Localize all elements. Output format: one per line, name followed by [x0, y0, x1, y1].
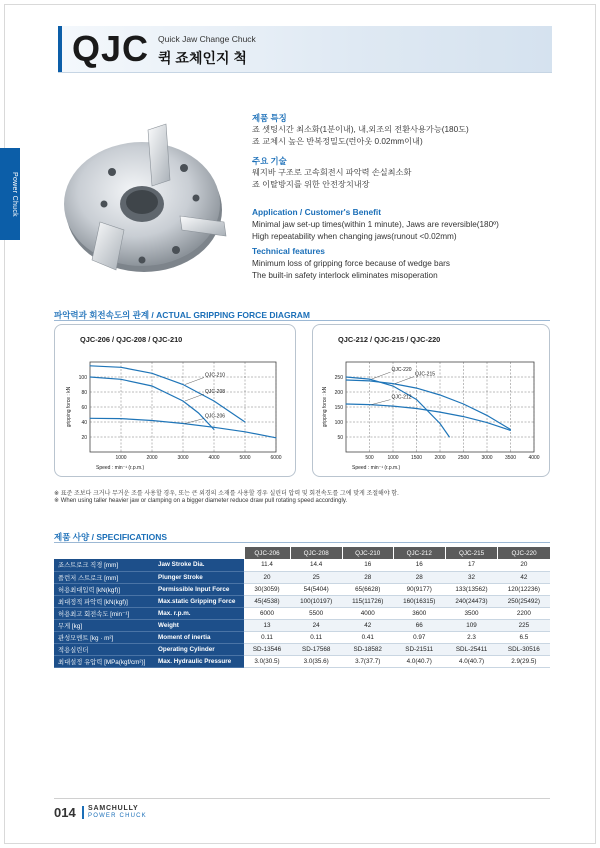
spec-value: 0.41	[342, 632, 393, 644]
feature-en-1a: Minimal jaw set-up times(within 1 minute), Jaws are reversible(180º)	[252, 220, 499, 229]
spec-heading-ko: 제품 사양	[54, 532, 90, 542]
spec-value: 133(13562)	[445, 583, 497, 595]
x-tick-label: 2000	[434, 455, 446, 461]
data-point	[449, 437, 450, 438]
spec-value: 0.11	[244, 632, 290, 644]
series-label: QJC-210	[205, 372, 226, 379]
data-point	[121, 418, 122, 419]
spec-value: 25	[290, 571, 342, 583]
spec-label-en: Operating Cylinder	[154, 644, 244, 656]
feature-heading-ko-2: 주요 기술	[252, 156, 287, 166]
spec-value: 66	[393, 619, 445, 631]
spec-label-ko: 적용실린더	[54, 644, 154, 656]
spec-model-header: QJC-220	[498, 547, 550, 559]
spec-header-row	[54, 547, 550, 559]
x-tick-label: 1000	[115, 455, 127, 461]
series-label: QJC-215	[415, 371, 436, 378]
spec-value: 54(5404)	[290, 583, 342, 595]
diagram-heading-sep: /	[151, 310, 154, 320]
spec-value: 225	[498, 619, 550, 631]
data-point	[487, 415, 488, 416]
spec-value: 0.97	[393, 632, 445, 644]
spec-value: 5500	[290, 607, 342, 619]
header-accent	[58, 26, 62, 72]
spec-heading-sep: /	[91, 532, 94, 542]
spec-value: 20	[498, 559, 550, 571]
x-tick-label: 6000	[270, 455, 282, 461]
spec-value: 45(4538)	[244, 595, 290, 607]
spec-row	[54, 644, 550, 656]
spec-label-ko: 플런저 스트로크 [mm]	[54, 571, 154, 583]
x-tick-label: 2000	[146, 455, 158, 461]
spec-label-ko: 무게 [kg]	[54, 619, 154, 631]
spec-value: 20	[244, 571, 290, 583]
y-axis-label: gripping force : kN	[66, 386, 72, 428]
x-tick-label: 2500	[457, 455, 470, 461]
brand-name: SAMCHULLY	[88, 805, 139, 812]
y-tick-label: 200	[334, 389, 343, 396]
spec-model-header: QJC-206	[244, 547, 290, 559]
feature-heading-en-2: Technical features	[252, 246, 325, 256]
data-point	[183, 423, 184, 424]
feature-heading-ko-1: 제품 특징	[252, 113, 287, 123]
spec-value: SD-17568	[290, 644, 342, 656]
spec-value: 42	[498, 571, 550, 583]
spec-label-en: Jaw Stroke Dia.	[154, 559, 244, 571]
spec-label-ko: 최대정적 파악력 [kN(kgf)]	[54, 595, 154, 607]
data-point	[346, 380, 347, 381]
data-point	[90, 377, 91, 378]
feature-ko-1b: 죠 교체시 높은 반복정밀도(런아웃 0.02mm이내)	[252, 137, 423, 146]
data-point	[440, 412, 441, 413]
spec-value: 65(6628)	[342, 583, 393, 595]
spec-row	[54, 583, 550, 595]
x-tick-label: 1500	[410, 455, 423, 461]
y-tick-label: 100	[78, 374, 87, 381]
footer-rule	[54, 798, 550, 799]
spec-value: 3.0(35.6)	[290, 656, 342, 668]
spec-value: 3.0(30.5)	[244, 656, 290, 668]
feature-ko-2b: 죠 이탈방지를 위한 안전장치내장	[252, 180, 370, 189]
spec-header-blank	[154, 547, 244, 559]
data-point	[510, 430, 511, 431]
data-point	[393, 383, 394, 384]
spec-value: 13	[244, 619, 290, 631]
page-number: 014	[54, 805, 76, 820]
spec-value: 17	[445, 559, 497, 571]
spec-label-ko: 죠스트로크 직경 [mm]	[54, 559, 154, 571]
spec-value: SDL-30516	[498, 644, 550, 656]
spec-heading-en: SPECIFICATIONS	[96, 532, 168, 542]
spec-header-blank	[54, 547, 154, 559]
data-point	[152, 386, 153, 387]
feature-en-1b: High repeatability when changing jaws(runout <0.02mm)	[252, 232, 457, 241]
spec-value: 3.7(37.7)	[342, 656, 393, 668]
x-axis-label: Speed : min⁻¹ (r.p.m.)	[96, 465, 145, 471]
data-point	[276, 437, 277, 438]
data-point	[90, 418, 91, 419]
x-tick-label: 500	[365, 455, 374, 461]
spec-label-en: Permissible Input Force	[154, 583, 244, 595]
data-point	[416, 388, 417, 389]
data-point	[440, 395, 441, 396]
chuck-product-image	[56, 110, 236, 285]
y-tick-label: 50	[337, 434, 343, 441]
spec-model-header: QJC-210	[342, 547, 393, 559]
spec-label-ko: 관성모멘트 [kg · m²]	[54, 632, 154, 644]
data-point	[245, 431, 246, 432]
spec-value: 28	[393, 571, 445, 583]
spec-model-header: QJC-208	[290, 547, 342, 559]
spec-label-en: Max. Hydraulic Pressure	[154, 656, 244, 668]
spec-value: 3600	[393, 607, 445, 619]
side-tab-label: Power Chuck	[11, 171, 18, 217]
data-point	[183, 401, 184, 402]
data-point	[463, 416, 464, 417]
y-tick-label: 60	[81, 404, 87, 411]
x-tick-label: 3000	[177, 455, 189, 461]
series-label: QJC-206	[205, 413, 226, 420]
spec-value: 28	[342, 571, 393, 583]
y-tick-label: 100	[334, 419, 343, 426]
x-tick-label: 5000	[239, 455, 251, 461]
data-point	[369, 379, 370, 380]
note-ko: ※ 표준 조보다 크거나 무거운 조를 사용할 경우, 또는 큰 외경의 소재를 사용할 경우 실린더 압력 및 회전속도를 그에 맞게 조절해야 함.	[54, 491, 399, 497]
spec-label-en: Max.static Gripping Force	[154, 595, 244, 607]
title-english: Quick Jaw Change Chuck	[158, 34, 256, 44]
feature-ko-2a: 웨지바 구조로 고속회전시 파악력 손실최소화	[252, 168, 412, 177]
data-point	[440, 423, 441, 424]
spec-value: 3500	[445, 607, 497, 619]
spec-section-rule	[54, 542, 550, 543]
data-point	[152, 373, 153, 374]
spec-row	[54, 619, 550, 631]
spec-value: 42	[342, 619, 393, 631]
spec-value: 240(24473)	[445, 595, 497, 607]
spec-row	[54, 607, 550, 619]
series-label: QJC-212	[391, 394, 412, 401]
spec-value: 2.9(29.5)	[498, 656, 550, 668]
y-tick-label: 40	[81, 419, 87, 426]
series-label: QJC-220	[391, 367, 412, 374]
data-point	[214, 401, 215, 402]
note-en: ※ When using taller heavier jaw or clamping on a bigger diameter reduce draw pull rotating speed accordingly.	[54, 498, 348, 504]
header-rule	[58, 72, 552, 73]
diagram-section-rule	[54, 320, 550, 321]
spec-label-en: Moment of inertia	[154, 632, 244, 644]
spec-value: 6000	[244, 607, 290, 619]
x-tick-label: 4000	[208, 455, 220, 461]
spec-label-ko: 허용최고 회전속도 [min⁻¹]	[54, 607, 154, 619]
data-point	[393, 386, 394, 387]
data-point	[198, 413, 199, 414]
spec-row	[54, 559, 550, 571]
spec-table	[54, 547, 550, 668]
feature-en-2b: The built-in safety interlock eliminates misoperation	[252, 271, 438, 280]
gripping-force-chart-left	[54, 324, 296, 477]
data-point	[152, 420, 153, 421]
feature-heading-en-1: Application / Customer's Benefit	[252, 207, 382, 217]
diagram-heading-ko: 파악력과 회전속도의 관계	[54, 310, 150, 320]
x-tick-label: 3000	[481, 455, 493, 461]
data-point	[393, 406, 394, 407]
spec-value: 2.3	[445, 632, 497, 644]
spec-value: 250(25492)	[498, 595, 550, 607]
data-point	[416, 399, 417, 400]
spec-value: 120(12236)	[498, 583, 550, 595]
spec-value: 100(10197)	[290, 595, 342, 607]
spec-value: SD-13546	[244, 644, 290, 656]
data-point	[90, 365, 91, 366]
data-point	[369, 380, 370, 381]
data-point	[245, 422, 246, 423]
spec-row	[54, 632, 550, 644]
footer-divider	[82, 806, 84, 819]
spec-value: SD-18582	[342, 644, 393, 656]
spec-value: 4.0(40.7)	[445, 656, 497, 668]
spec-value: 11.4	[244, 559, 290, 571]
y-tick-label: 150	[334, 404, 343, 411]
data-point	[183, 384, 184, 385]
spec-model-header: QJC-212	[393, 547, 445, 559]
x-axis-label: Speed : min⁻¹ (r.p.m.)	[352, 465, 401, 471]
spec-row	[54, 656, 550, 668]
spec-value: 16	[393, 559, 445, 571]
spec-value: 32	[445, 571, 497, 583]
spec-model-header: QJC-215	[445, 547, 497, 559]
feature-en-2a: Minimum loss of gripping force because of wedge bars	[252, 259, 450, 268]
spec-value: 90(9177)	[393, 583, 445, 595]
chart-title: QJC-206 / QJC-208 / QJC-210	[80, 335, 183, 344]
spec-label-ko: 최대설정 유압력 [MPa(kgf/cm²)]	[54, 656, 154, 668]
spec-value: SDL-25411	[445, 644, 497, 656]
spec-value: 2200	[498, 607, 550, 619]
x-tick-label: 3500	[504, 455, 517, 461]
x-tick-label: 1000	[387, 455, 399, 461]
series-label: QJC-208	[205, 389, 226, 395]
spec-value: 16	[342, 559, 393, 571]
spec-value: 4.0(40.7)	[393, 656, 445, 668]
data-point	[214, 429, 215, 430]
data-point	[487, 422, 488, 423]
y-axis-label: gripping force : kN	[322, 386, 328, 428]
y-tick-label: 250	[334, 374, 343, 381]
chart-title: QJC-212 / QJC-215 / QJC-220	[338, 335, 441, 344]
data-point	[463, 404, 464, 405]
spec-value: SD-21511	[393, 644, 445, 656]
feature-ko-1a: 죠 셋팅시간 최소화(1분이내), 내,외조의 전환사용가능(180도)	[252, 125, 469, 134]
title-korean: 퀵 죠체인지 척	[158, 50, 247, 66]
spec-value: 0.11	[290, 632, 342, 644]
data-point	[121, 379, 122, 380]
spec-label-en: Plunger Stroke	[154, 571, 244, 583]
brand-subtitle: POWER CHUCK	[88, 813, 147, 819]
spec-label-en: Weight	[154, 619, 244, 631]
diagram-heading-en: ACTUAL GRIPPING FORCE DIAGRAM	[156, 310, 310, 320]
spec-value: 4000	[342, 607, 393, 619]
gripping-force-chart-right	[312, 324, 550, 477]
model-title: QJC	[72, 28, 150, 69]
spec-value: 160(16315)	[393, 595, 445, 607]
spec-value: 6.5	[498, 632, 550, 644]
spec-value: 14.4	[290, 559, 342, 571]
data-point	[346, 377, 347, 378]
data-point	[416, 408, 417, 409]
spec-value: 30(3059)	[244, 583, 290, 595]
data-point	[346, 404, 347, 405]
spec-value: 24	[290, 619, 342, 631]
y-tick-label: 20	[81, 434, 87, 441]
spec-value: 115(11726)	[342, 595, 393, 607]
x-tick-label: 4000	[528, 455, 540, 461]
y-tick-label: 80	[81, 389, 87, 396]
data-point	[369, 404, 370, 405]
spec-value: 109	[445, 619, 497, 631]
spec-row	[54, 595, 550, 607]
data-point	[121, 367, 122, 368]
spec-row	[54, 571, 550, 583]
spec-label-ko: 허용최대입력 [kN(kgf)]	[54, 583, 154, 595]
spec-label-en: Max. r.p.m.	[154, 607, 244, 619]
data-point	[214, 427, 215, 428]
